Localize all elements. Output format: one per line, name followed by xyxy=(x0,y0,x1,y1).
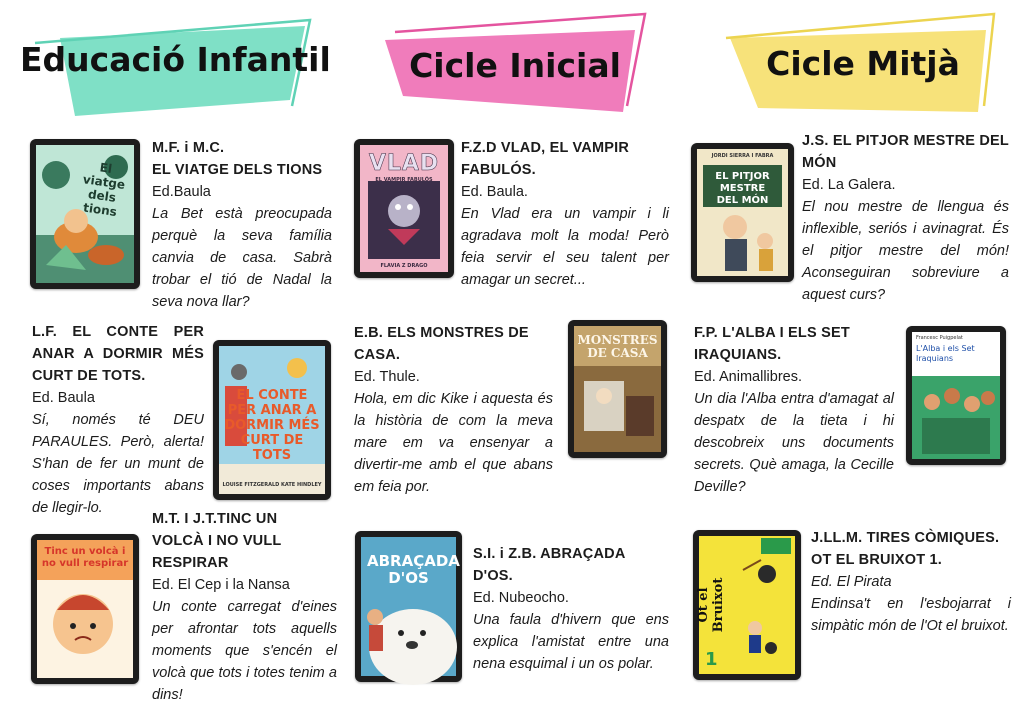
book-entry xyxy=(152,137,332,313)
book-title-line: OT EL BRUIXOT 1. xyxy=(811,552,943,568)
book-cover-abracada-dos[interactable] xyxy=(355,531,462,682)
cover-title: EL PITJOR MESTRE DEL MÓN xyxy=(715,171,770,206)
book-publisher: Ed. La Galera. xyxy=(802,177,896,193)
book-title-line: RESPIRAR xyxy=(152,555,229,571)
cover-authors: Francesc Puigpelat xyxy=(916,335,963,341)
book-title-line: L.F. EL CONTE PER xyxy=(32,324,204,340)
book-title-line: CASA. xyxy=(354,347,401,363)
book-cover-tinc-un-volca[interactable] xyxy=(31,534,139,684)
book-publisher: Ed. Thule. xyxy=(354,369,420,385)
book-entry xyxy=(461,137,669,291)
book-publisher: Ed. El Cep i la Nansa xyxy=(152,577,290,593)
book-title-line: E.B. ELS MONSTRES DE xyxy=(354,325,529,341)
header-cicle-mitja xyxy=(718,8,1008,118)
book-cover-el-conte-per-anar-a-dormir[interactable] xyxy=(213,340,331,500)
book-title-line: D'OS. xyxy=(473,568,513,584)
book-cover-lalba-i-els-set-iraquians[interactable] xyxy=(906,326,1006,465)
book-description: Endinsa't en l'esbojarrat i simpàtic món de l'Ot el bruixot. xyxy=(811,596,1011,634)
book-title-line: MÓN xyxy=(802,155,837,171)
cover-number: 1 xyxy=(705,649,718,670)
cover-title: El viatge dels tions xyxy=(81,160,126,220)
book-description: Hola, em dic Kike i aquesta és la història de com la meva mare em va ensenyar a divertir-me amb el que abans em feia por. xyxy=(354,391,553,495)
cover-title: VLAD xyxy=(368,151,440,176)
book-entry xyxy=(694,322,894,498)
cover-title: Ot el Bruixot xyxy=(696,577,726,633)
cover-authors: JORDI SIERRA I FABRA xyxy=(711,153,774,159)
cover-title: ABRAÇADA D'OS xyxy=(367,552,460,587)
book-cover-monstres-de-casa[interactable] xyxy=(568,320,667,458)
cover-title: MONSTRES DE CASA xyxy=(577,333,658,360)
book-description: Una faula d'hivern que ens explica l'amistat entre una nena esquimal i un os polar. xyxy=(473,612,669,672)
book-title-line: EL VIATGE DELS TIONS xyxy=(152,162,323,178)
book-description: Un dia l'Alba entra d'amagat al despatx de la tieta i hi descobreix uns documents secrets. Què amaga, la Cecille Deville? xyxy=(694,391,894,495)
cover-title: L'Alba i els Set Iraquians xyxy=(916,344,975,363)
book-cover-vlad[interactable] xyxy=(354,139,454,278)
book-entry xyxy=(811,527,1011,637)
book-title-line: F.P. L'ALBA I ELS SET xyxy=(694,325,850,341)
cover-illustration xyxy=(697,149,788,276)
book-cover-el-viatge-dels-tions[interactable] xyxy=(30,139,140,289)
book-title-line: J.LL.M. TIRES CÒMIQUES. xyxy=(811,530,1000,546)
book-publisher: Ed. Baula xyxy=(32,390,95,406)
book-entry xyxy=(473,543,669,675)
book-title-line: F.Z.D VLAD, EL VAMPIR xyxy=(461,140,630,156)
book-description: Sí, només té DEU PARAULES. Però, alerta! S'han de fer un munt de coses importants abans de llegir-lo. xyxy=(32,412,204,516)
book-publisher: Ed.Baula xyxy=(152,184,211,200)
book-title-line: ANAR A DORMIR MÉS xyxy=(32,346,204,362)
book-title-line: S.I. i Z.B. ABRAÇADA xyxy=(473,546,626,562)
cover-authors: LOUISE FITZGERALD KATE HINDLEY xyxy=(222,482,322,488)
header-cicle-inicial xyxy=(375,10,655,120)
book-title-line: VOLCÀ I NO VULL xyxy=(152,533,282,549)
book-entry xyxy=(152,508,337,706)
book-publisher: Ed. El Pirata xyxy=(811,574,892,590)
book-description: En Vlad era un vampir i li agradava molt la moda! Però feia servir el seu talent per amagar un secret... xyxy=(461,206,669,288)
header-title: Cicle Mitjà xyxy=(766,44,960,83)
book-entry xyxy=(32,321,204,519)
book-title-line: M.T. I J.T.TINC UN xyxy=(152,511,278,527)
book-description: El nou mestre de llengua és inflexible, seriós i avinagrat. És el pitjor mestre del món! Aconseguiran sobreviure a aquest curs? xyxy=(802,199,1009,303)
header-title: Educació Infantil xyxy=(20,40,331,79)
book-publisher: Ed. Baula. xyxy=(461,184,528,200)
cover-authors: FLAVIA Z DRAGO xyxy=(380,263,428,269)
book-title-line: FABULÓS. xyxy=(461,162,536,178)
book-title-line: J.S. EL PITJOR MESTRE DEL xyxy=(802,133,1009,149)
book-entry xyxy=(354,322,553,498)
book-cover-el-pitjor-mestre-del-mon[interactable] xyxy=(691,143,794,282)
header-educacio-infantil xyxy=(20,8,331,118)
book-description: Un conte carregat d'eines per afrontar tots aquells moments que s'encén el volcà que tots i totes tenim a dins! xyxy=(152,599,337,703)
header-title: Cicle Inicial xyxy=(409,46,621,85)
book-title-line: M.F. i M.C. xyxy=(152,140,225,156)
cover-title: Tinc un volcà i no vull respirar xyxy=(41,546,129,569)
book-publisher: Ed. Animallibres. xyxy=(694,369,802,385)
book-publisher: Ed. Nubeocho. xyxy=(473,590,569,606)
cover-title: EL CONTE PER ANAR A DORMIR MÉS CURT DE TOTS xyxy=(224,388,320,463)
book-description: La Bet està preocupada perquè la seva família canvia de casa. Sabrà trobar el tió de Nadal la seva nova llar? xyxy=(152,206,332,310)
book-cover-ot-el-bruixot[interactable] xyxy=(693,530,801,680)
cover-subtitle: EL VAMPIR FABULÓS xyxy=(375,177,433,183)
book-title-line: IRAQUIANS. xyxy=(694,347,782,363)
book-title-line: CURT DE TOTS. xyxy=(32,368,146,384)
book-entry xyxy=(802,130,1009,306)
